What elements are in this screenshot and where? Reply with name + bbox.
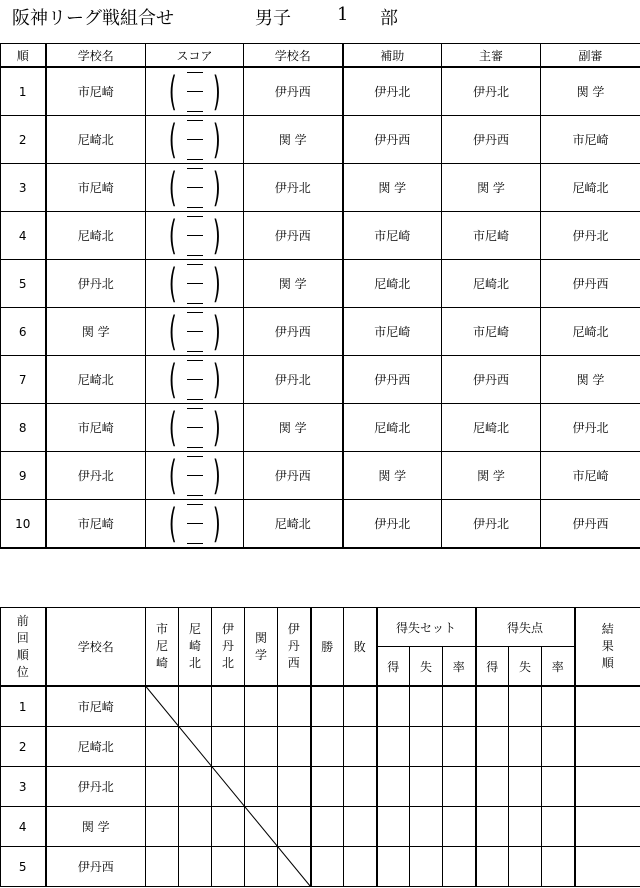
self-cell: [146, 686, 179, 727]
home-school: 市尼崎: [46, 500, 146, 549]
header-opp-2: [179, 608, 212, 687]
score-dashes: [187, 264, 203, 304]
match-number: 10: [1, 500, 46, 549]
set-rate-cell[interactable]: [443, 767, 476, 807]
bracket-left: (: [168, 452, 177, 499]
home-school: 尼崎北: [46, 356, 146, 404]
result-cell[interactable]: [278, 727, 311, 767]
score-cell[interactable]: [146, 404, 244, 452]
set-rate-cell[interactable]: [443, 807, 476, 847]
header-point-rate: 率: [542, 647, 575, 687]
schedule-row: [1, 500, 640, 549]
result-cell[interactable]: [179, 686, 212, 727]
standings-school: 関 学: [46, 807, 146, 847]
match-number: 2: [1, 116, 46, 164]
schedule-table: [0, 43, 640, 549]
set-loss-cell[interactable]: [410, 767, 443, 807]
sub-referee-school: 伊丹西: [541, 260, 640, 308]
away-school: 伊丹西: [244, 308, 343, 356]
score-bracket: [165, 214, 224, 258]
match-number: 7: [1, 356, 46, 404]
set-rate-cell[interactable]: [443, 727, 476, 767]
result-cell[interactable]: [179, 767, 212, 807]
score-bracket: [165, 262, 224, 306]
header-point-gain: 得: [476, 647, 509, 687]
header-school: 学校名: [46, 44, 146, 68]
score-cell[interactable]: [146, 116, 244, 164]
bracket-left: (: [168, 116, 177, 163]
result-cell[interactable]: [245, 847, 278, 887]
score-bracket: [165, 358, 224, 402]
score-dashes: [187, 312, 203, 352]
result-cell[interactable]: [212, 847, 245, 887]
chief-referee-school: 伊丹北: [442, 67, 541, 116]
sub-referee-school: 市尼崎: [541, 116, 640, 164]
header-set-gain: 得: [377, 647, 410, 687]
score-bracket: [165, 166, 224, 210]
chief-referee-school: 関 学: [442, 452, 541, 500]
opp-1-text: 市 尼 崎: [155, 622, 168, 670]
header-opponent: 学校名: [244, 44, 343, 68]
set-loss-cell[interactable]: [410, 847, 443, 887]
away-school: 伊丹西: [244, 212, 343, 260]
score-cell[interactable]: [146, 67, 244, 116]
set-rate-cell[interactable]: [443, 686, 476, 727]
assist-school: 伊丹北: [343, 500, 442, 549]
league-title: 阪神リーグ戦組合せ: [12, 8, 174, 29]
point-gain-cell[interactable]: [476, 807, 509, 847]
header-sub-referee: 副審: [541, 44, 640, 68]
header-score: スコア: [146, 44, 244, 68]
result-cell[interactable]: [179, 847, 212, 887]
score-bracket: [165, 502, 224, 546]
assist-school: 市尼崎: [343, 212, 442, 260]
chief-referee-school: 伊丹西: [442, 356, 541, 404]
set-gain-cell[interactable]: [377, 767, 410, 807]
header-opp-1: [146, 608, 179, 687]
chief-referee-school: 伊丹北: [442, 500, 541, 549]
set-gain-cell[interactable]: [377, 686, 410, 727]
header-order: 順: [1, 44, 46, 68]
assist-school: 関 学: [343, 452, 442, 500]
schedule-row: [1, 67, 640, 116]
match-number: 3: [1, 164, 46, 212]
match-number: 1: [1, 67, 46, 116]
point-gain-cell[interactable]: [476, 847, 509, 887]
home-school: 関 学: [46, 308, 146, 356]
result-rank-cell[interactable]: [575, 847, 640, 887]
away-school: 伊丹北: [244, 356, 343, 404]
schedule-header-row: [1, 44, 640, 68]
home-school: 市尼崎: [46, 404, 146, 452]
set-loss-cell[interactable]: [410, 807, 443, 847]
prev-rank: 1: [1, 686, 46, 727]
prev-rank: 5: [1, 847, 46, 887]
score-bracket: [165, 406, 224, 450]
score-dashes: [187, 216, 203, 256]
result-cell[interactable]: [146, 807, 179, 847]
prev-rank: 2: [1, 727, 46, 767]
home-school: 尼崎北: [46, 116, 146, 164]
header-chief-referee: 主審: [442, 44, 541, 68]
wins-cell[interactable]: [311, 727, 344, 767]
bracket-left: (: [168, 164, 177, 211]
result-cell[interactable]: [146, 847, 179, 887]
away-school: 関 学: [244, 260, 343, 308]
home-school: 伊丹北: [46, 260, 146, 308]
assist-school: 市尼崎: [343, 308, 442, 356]
bracket-left: (: [168, 308, 177, 355]
opp-4-text: 関 学: [254, 630, 267, 662]
score-cell[interactable]: [146, 452, 244, 500]
match-number: 4: [1, 212, 46, 260]
set-loss-cell[interactable]: [410, 686, 443, 727]
score-bracket: [165, 310, 224, 354]
bracket-right: ): [212, 164, 221, 211]
schedule-row: [1, 212, 640, 260]
header-opp-5: [278, 608, 311, 687]
score-cell[interactable]: [146, 500, 244, 549]
result-rank-cell[interactable]: [575, 807, 640, 847]
result-cell[interactable]: [179, 807, 212, 847]
sub-referee-school: 関 学: [541, 356, 640, 404]
score-dashes: [187, 408, 203, 448]
away-school: 尼崎北: [244, 500, 343, 549]
set-loss-cell[interactable]: [410, 727, 443, 767]
bracket-right: ): [212, 260, 221, 307]
point-loss-cell[interactable]: [509, 727, 542, 767]
bracket-right: ): [212, 68, 221, 115]
prev-rank-text: 前 回 順 位: [16, 613, 29, 679]
self-cell: [245, 807, 278, 847]
set-rate-cell[interactable]: [443, 847, 476, 887]
opp-2-text: 尼 崎 北: [188, 622, 201, 670]
match-number: 8: [1, 404, 46, 452]
wins-cell[interactable]: [311, 767, 344, 807]
result-rank-cell[interactable]: [575, 686, 640, 727]
bracket-right: ): [212, 308, 221, 355]
standings-row: [1, 767, 640, 807]
score-cell[interactable]: [146, 308, 244, 356]
header-wins: 勝: [311, 608, 344, 687]
bracket-right: ): [212, 452, 221, 499]
header-point-loss: 失: [509, 647, 542, 687]
set-gain-cell[interactable]: [377, 727, 410, 767]
home-school: 伊丹北: [46, 452, 146, 500]
bracket-right: ): [212, 116, 221, 163]
self-cell: [179, 727, 212, 767]
schedule-row: [1, 452, 640, 500]
set-gain-cell[interactable]: [377, 847, 410, 887]
wins-cell[interactable]: [311, 847, 344, 887]
sub-referee-school: 伊丹西: [541, 500, 640, 549]
score-dashes: [187, 120, 203, 160]
losses-cell[interactable]: [344, 686, 377, 727]
result-rank-text: 結 果 順: [601, 622, 614, 670]
bracket-right: ): [212, 356, 221, 403]
result-cell[interactable]: [278, 807, 311, 847]
away-school: 伊丹西: [244, 452, 343, 500]
schedule-row: [1, 116, 640, 164]
standings-school: 尼崎北: [46, 727, 146, 767]
losses-cell[interactable]: [344, 847, 377, 887]
set-gain-cell[interactable]: [377, 807, 410, 847]
standings-row: [1, 686, 640, 727]
point-rate-cell[interactable]: [542, 807, 575, 847]
opp-3-text: 伊 丹 北: [221, 622, 234, 670]
away-school: 関 学: [244, 116, 343, 164]
score-dashes: [187, 456, 203, 496]
point-loss-cell[interactable]: [509, 686, 542, 727]
score-bracket: [165, 70, 224, 114]
score-cell[interactable]: [146, 260, 244, 308]
header-losses: 敗: [344, 608, 377, 687]
header-prev-rank: [1, 608, 46, 687]
standings-school: 市尼崎: [46, 686, 146, 727]
chief-referee-school: 尼崎北: [442, 260, 541, 308]
self-cell: [278, 847, 311, 887]
schedule-row: [1, 260, 640, 308]
score-cell[interactable]: [146, 164, 244, 212]
score-dashes: [187, 504, 203, 544]
point-rate-cell[interactable]: [542, 686, 575, 727]
away-school: 関 学: [244, 404, 343, 452]
schedule-row: [1, 404, 640, 452]
sub-referee-school: 伊丹北: [541, 212, 640, 260]
standings-row: [1, 727, 640, 767]
bracket-left: (: [168, 68, 177, 115]
point-loss-cell[interactable]: [509, 767, 542, 807]
score-cell[interactable]: [146, 356, 244, 404]
point-rate-cell[interactable]: [542, 727, 575, 767]
header-standings-school: 学校名: [46, 608, 146, 687]
result-cell[interactable]: [212, 807, 245, 847]
standings-school: 伊丹北: [46, 767, 146, 807]
standings-table: [0, 607, 640, 887]
bracket-left: (: [168, 404, 177, 451]
result-cell[interactable]: [278, 767, 311, 807]
assist-school: 尼崎北: [343, 260, 442, 308]
assist-school: 関 学: [343, 164, 442, 212]
header-set-loss: 失: [410, 647, 443, 687]
point-gain-cell[interactable]: [476, 767, 509, 807]
point-rate-cell[interactable]: [542, 767, 575, 807]
sub-referee-school: 伊丹北: [541, 404, 640, 452]
assist-school: 伊丹西: [343, 356, 442, 404]
point-gain-cell[interactable]: [476, 686, 509, 727]
assist-school: 尼崎北: [343, 404, 442, 452]
result-cell[interactable]: [212, 686, 245, 727]
wins-cell[interactable]: [311, 807, 344, 847]
division-label: 部: [380, 8, 398, 29]
header-opp-4: [245, 608, 278, 687]
match-number: 5: [1, 260, 46, 308]
result-rank-cell[interactable]: [575, 727, 640, 767]
score-dashes: [187, 168, 203, 208]
point-loss-cell[interactable]: [509, 807, 542, 847]
standings-row: [1, 807, 640, 847]
result-rank-cell[interactable]: [575, 767, 640, 807]
result-cell[interactable]: [245, 727, 278, 767]
bracket-left: (: [168, 212, 177, 259]
header-point-group: 得失点: [476, 608, 575, 647]
match-number: 6: [1, 308, 46, 356]
schedule-row: [1, 308, 640, 356]
schedule-row: [1, 164, 640, 212]
opp-5-text: 伊 丹 西: [287, 622, 300, 670]
header-set-rate: 率: [443, 647, 476, 687]
bracket-right: ): [212, 212, 221, 259]
result-cell[interactable]: [146, 727, 179, 767]
bracket-left: (: [168, 500, 177, 547]
result-cell[interactable]: [146, 767, 179, 807]
header-opp-3: [212, 608, 245, 687]
result-cell[interactable]: [245, 686, 278, 727]
losses-cell[interactable]: [344, 807, 377, 847]
losses-cell[interactable]: [344, 727, 377, 767]
away-school: 伊丹北: [244, 164, 343, 212]
sub-referee-school: 尼崎北: [541, 308, 640, 356]
away-school: 伊丹西: [244, 67, 343, 116]
chief-referee-school: 伊丹西: [442, 116, 541, 164]
schedule-row: [1, 356, 640, 404]
assist-school: 伊丹西: [343, 116, 442, 164]
sub-referee-school: 市尼崎: [541, 452, 640, 500]
score-dashes: [187, 360, 203, 400]
result-cell[interactable]: [212, 727, 245, 767]
standings-school: 伊丹西: [46, 847, 146, 887]
sub-referee-school: 尼崎北: [541, 164, 640, 212]
bracket-right: ): [212, 404, 221, 451]
home-school: 市尼崎: [46, 164, 146, 212]
score-bracket: [165, 118, 224, 162]
chief-referee-school: 関 学: [442, 164, 541, 212]
prev-rank: 4: [1, 807, 46, 847]
bracket-left: (: [168, 356, 177, 403]
chief-referee-school: 市尼崎: [442, 212, 541, 260]
home-school: 市尼崎: [46, 67, 146, 116]
point-gain-cell[interactable]: [476, 727, 509, 767]
self-cell: [212, 767, 245, 807]
match-number: 9: [1, 452, 46, 500]
bracket-left: (: [168, 260, 177, 307]
score-cell[interactable]: [146, 212, 244, 260]
gender-label: 男子: [255, 8, 291, 29]
header-assist: 補助: [343, 44, 442, 68]
assist-school: 伊丹北: [343, 67, 442, 116]
bracket-right: ): [212, 500, 221, 547]
losses-cell[interactable]: [344, 767, 377, 807]
sub-referee-school: 関 学: [541, 67, 640, 116]
home-school: 尼崎北: [46, 212, 146, 260]
header-set-group: 得失セット: [377, 608, 476, 647]
result-cell[interactable]: [245, 767, 278, 807]
prev-rank: 3: [1, 767, 46, 807]
point-loss-cell[interactable]: [509, 847, 542, 887]
header-result-rank: [575, 608, 640, 687]
score-bracket: [165, 454, 224, 498]
standings-header-row: [1, 608, 640, 647]
chief-referee-school: 尼崎北: [442, 404, 541, 452]
result-cell[interactable]: [278, 686, 311, 727]
chief-referee-school: 市尼崎: [442, 308, 541, 356]
division-number: 1: [337, 4, 349, 25]
standings-row: [1, 847, 640, 887]
wins-cell[interactable]: [311, 686, 344, 727]
score-dashes: [187, 72, 203, 112]
point-rate-cell[interactable]: [542, 847, 575, 887]
